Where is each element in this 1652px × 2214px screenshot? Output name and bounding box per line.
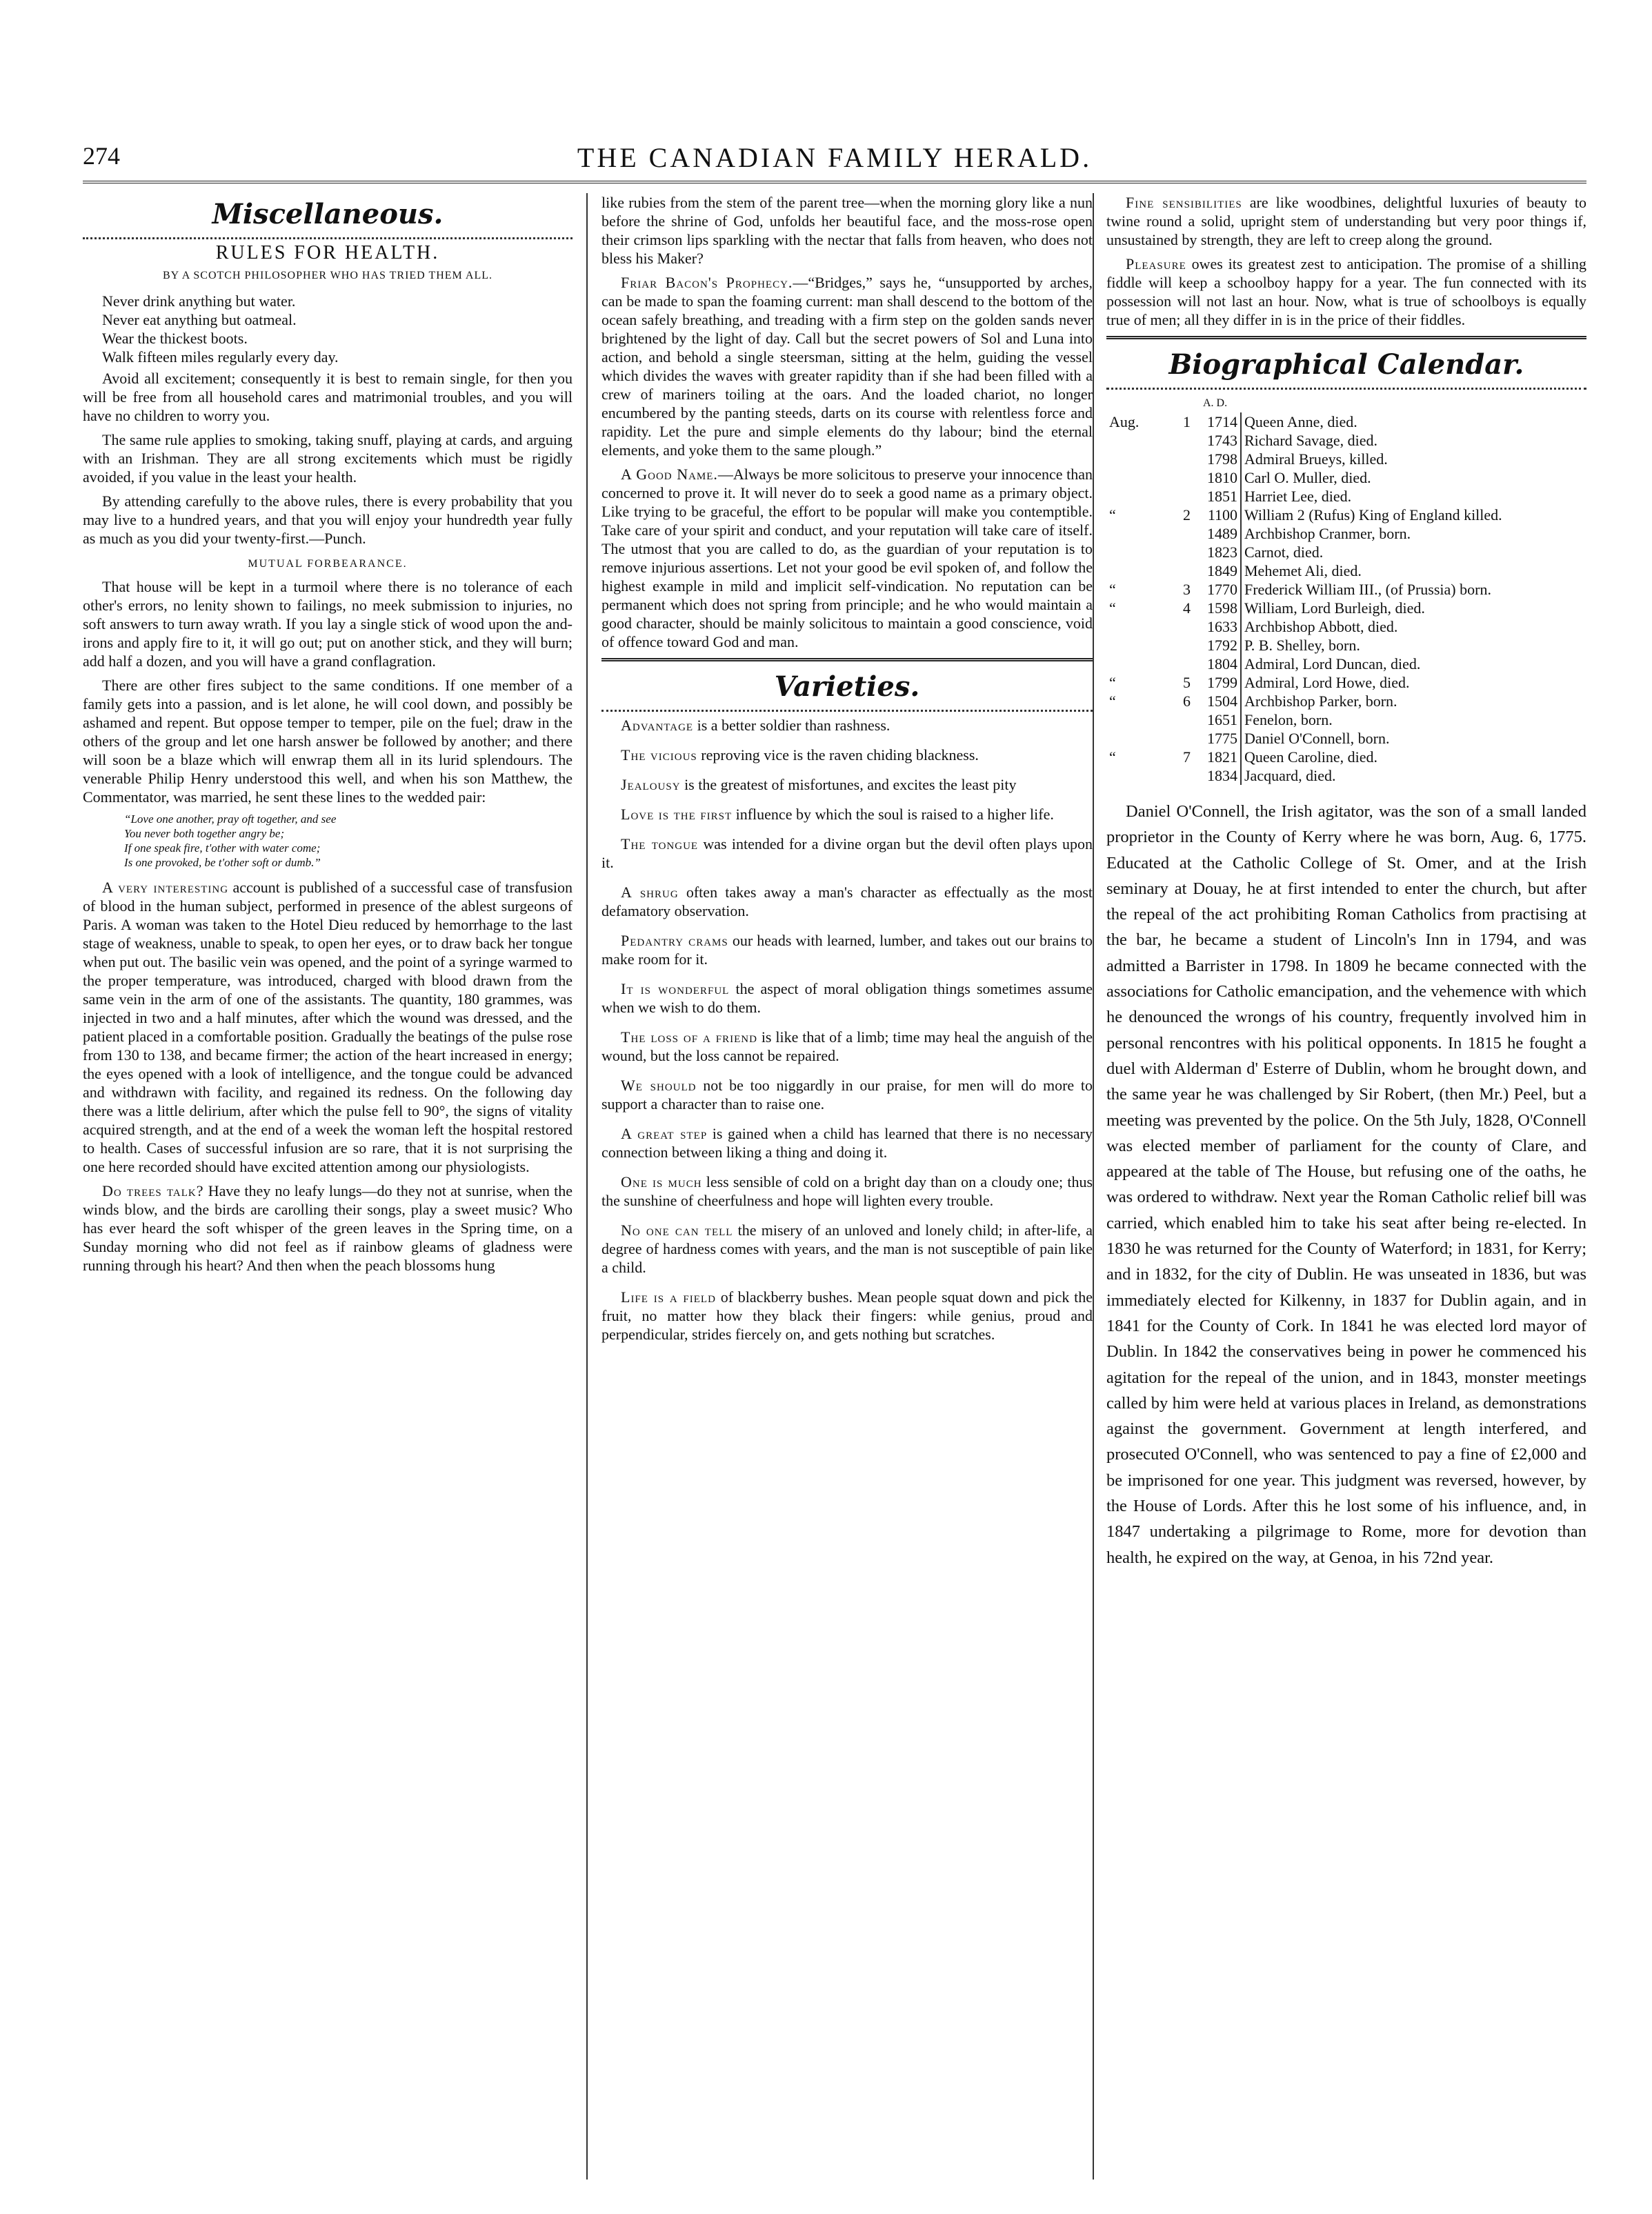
calendar-event: Daniel O'Connell, born. [1244, 730, 1390, 747]
oconnell-paragraph: Daniel O'Connell, the Irish agitator, was the son of a small landed proprietor in the County of Kerry where he was born, Aug. 6, 1775. Educated at the Catholic College of St. Omer, and at the Irish seminary at Douay, he at first intended to enter the church, but after the repeal of the act prohibiting Roman Catholics from practising at the bar, he became a student of Lincoln's Inn in 1794, and was admitted a Barrister in 1798. In 1809 he became connected with the associations for Catholic emancipation, and the vehemence with which he denounced the wrongs of his country, frequently involved him in personal rencontres with his political opponents. In 1815 he fought a duel with Alderman d' Esterre of Dublin, whom he brought down, and the same year he was challenged by Sir Robert, (then Mr.) Peel, but a meeting was prevented by the police. On the 5th July, 1828, O'Connell was elected member of parliament for the county of Clare, and appeared at the table of The House, but refusing one of the oaths, he was ordered to withdraw. Next year the Roman Catholic relief bill was carried, which enabled him to take his seat after being re-elected. In 1830 he was returned for the County of Waterford; in 1831, for Kerry; and in 1832, for the city of Dublin. He was unseated in 1836, but was immediately elected for Kilkenny, in 1837 for Dublin again, and in 1841 for the County of Cork. In 1841 he was elected lord mayor of Dublin. In 1842 the conservatives being in power he commenced his agitation for the repeal of the union, and in 1843, monster meetings called by him were held at various places in Ireland, as demonstrations against the government. Government at length interfered, and prosecuted O'Connell, who was sentenced to pay a fine of £2,000 and be imprisoned for one year. This judgment was reversed, however, by the House of Lords. After this he lost some of his influence, and, in 1847 undertaking a pilgrimage to Rome, more for devotion than health, he expired on the way, at Genoa, in his 72nd year. [1106, 802, 1586, 1567]
variety-item [601, 1124, 1093, 1161]
maxim: Walk fifteen miles regularly every day. [102, 348, 339, 366]
calendar-month: “ [1109, 599, 1116, 617]
calendar-year: 1775 [1193, 729, 1241, 748]
calendar-row [1106, 710, 1586, 729]
calendar-row [1106, 543, 1586, 561]
paragraph-text: was intended for a divine organ but the devil often plays upon it. [601, 835, 1093, 871]
paragraph-lead: No one can tell [621, 1221, 733, 1239]
calendar-event: Mehemet Ali, died. [1244, 562, 1362, 579]
calendar-day [1167, 729, 1193, 748]
verse-line: “Love one another, pray oft together, and see [124, 812, 337, 826]
calendar-month: “ [1109, 692, 1116, 710]
calendar-day: 5 [1183, 674, 1191, 691]
calendar-row [1106, 412, 1586, 431]
calendar-day [1167, 655, 1193, 673]
calendar-year: 1714 [1193, 412, 1241, 431]
calendar-month: “ [1109, 674, 1116, 691]
paragraph-text: our heads with learned, lumber, and takes out our brains to make room for it. [601, 932, 1093, 968]
calendar-row [1106, 599, 1586, 617]
calendar-row [1106, 655, 1586, 673]
calendar-day: 3 [1183, 581, 1191, 598]
section-rule [601, 658, 1093, 661]
calendar-event: P. B. Shelley, born. [1244, 637, 1360, 654]
variety-item [601, 835, 1093, 872]
calendar-month: Aug. [1109, 413, 1140, 430]
calendar-year: 1100 [1193, 506, 1241, 524]
maxim: Wear the thickest boots. [102, 330, 248, 347]
paragraph-lead: Fine sensibilities [1126, 194, 1242, 211]
paragraph-text: —Always be more solicitous to preserve your innocence than concerned to prove it. It will never do to seek a good name as a primary object. Like trying to be graceful, the effort to be popular will make you contemptible. Take care of your spirit and conduct, and your reputation will take care of itself. The utmost that you are called to do, as the guardian of your reputation is to remove injurious assertions. Let not your good be evil spoken of, and follow the highest example in mild and implicit self-vindication. No reputation can be permanent which does not spring from principle; and he who would maintain a good character, should be mainly solicitous to maintain a good conscience, void of offence toward God and man. [601, 466, 1093, 650]
paragraph-lead: Pleasure [1126, 255, 1186, 272]
calendar-ad-label: A. D. [1203, 397, 1228, 409]
paragraph-text: is gained when a child has learned that there is no necessary connection between liking a thing and doing it. [601, 1125, 1093, 1161]
paragraph-text: is a better soldier than rashness. [697, 717, 890, 734]
calendar-month: “ [1109, 748, 1116, 766]
calendar-year: 1834 [1193, 766, 1241, 785]
calendar-row [1106, 468, 1586, 487]
transfusion-paragraph [83, 878, 573, 1176]
paragraph-lead: Friar Bacon's Prophecy. [621, 274, 793, 291]
calendar-year: 1799 [1193, 673, 1241, 692]
column-miscellaneous [83, 193, 573, 2180]
variety-item [601, 1173, 1093, 1210]
article-title-rules-for-health: RULES FOR HEALTH. [215, 242, 440, 263]
calendar-day [1167, 561, 1193, 580]
calendar-month [1106, 766, 1167, 785]
calendar-year: 1804 [1193, 655, 1241, 673]
calendar-year: 1651 [1193, 710, 1241, 729]
variety-item [601, 1288, 1093, 1344]
calendar-month [1106, 636, 1167, 655]
paragraph-text: of blackberry bushes. Mean people squat down and pick the fruit, no matter how they black their fingers: while genius, proud and perpendicular, strides fiercely on, and gets nothing but scratches. [601, 1288, 1093, 1343]
calendar-row [1106, 580, 1586, 599]
calendar-month [1106, 431, 1167, 450]
verse-line: If one speak fire, t'other with water come; [124, 841, 321, 855]
calendar-month [1106, 729, 1167, 748]
paragraph-text: reproving vice is the raven chiding blackness. [701, 746, 979, 764]
calendar-event: William 2 (Rufus) King of England killed. [1244, 506, 1502, 523]
calendar-row [1106, 561, 1586, 580]
good-name-paragraph [601, 465, 1093, 651]
calendar-row [1106, 673, 1586, 692]
calendar-month: “ [1109, 581, 1116, 598]
calendar-day: 2 [1183, 506, 1191, 523]
calendar-year: 1770 [1193, 580, 1241, 599]
verse-line: You never both together angry be; [124, 827, 285, 840]
variety-item [601, 931, 1093, 968]
paragraph-text: owes its greatest zest to anticipation. The promise of a shilling fiddle will keep a schoolboy happy for a year. The fun connected with its possession will not last an hour. Now, what is true of schoolboys is equally true of men; all they differ in is in the price of their fiddles. [1106, 255, 1586, 328]
calendar-row [1106, 450, 1586, 468]
calendar-event: Admiral Brueys, killed. [1244, 450, 1388, 468]
calendar-row [1106, 636, 1586, 655]
calendar-year: 1821 [1193, 748, 1241, 766]
calendar-year: 1810 [1193, 468, 1241, 487]
calendar-event: Harriet Lee, died. [1244, 488, 1352, 505]
section-title-miscellaneous: Miscellaneous. [212, 198, 444, 230]
paragraph-lead: One is much [621, 1173, 702, 1190]
calendar-day [1167, 524, 1193, 543]
calendar-row [1106, 748, 1586, 766]
calendar-row [1106, 617, 1586, 636]
article-paragraph: By attending carefully to the above rules, there is every probability that you may live to a hundred years, and that you will enjoy your hundredth year fully as much as you did your twenty-first.—Punch. [83, 492, 573, 547]
verse-quote [124, 812, 573, 870]
paragraph-lead: We should [621, 1077, 697, 1094]
calendar-day [1167, 636, 1193, 655]
paragraph-text: the aspect of moral obligation things sometimes assume when we wish to do them. [601, 980, 1093, 1016]
paragraph-text: the misery of an unloved and lonely child; in after-life, a degree of hardness comes with years, and the man is not susceptible of pain like a child. [601, 1221, 1093, 1276]
calendar-row [1106, 506, 1586, 524]
calendar-month [1106, 655, 1167, 673]
column-rule-left [586, 193, 588, 2180]
calendar-month [1106, 468, 1167, 487]
calendar-year: 1504 [1193, 692, 1241, 710]
trees-paragraph [83, 1181, 573, 1275]
maxims-list [102, 292, 573, 366]
article-title-mutual-forbearance: MUTUAL FORBEARANCE. [248, 558, 408, 570]
paragraph-lead: Advantage [621, 717, 694, 734]
calendar-year: 1743 [1193, 431, 1241, 450]
maxim: Never eat anything but oatmeal. [102, 311, 297, 328]
paragraph-text: Have they no leafy lungs—do they not at sunrise, when the winds blow, and the birds are carolling their songs, play a sweet music? Who has ever heard the soft whisper of the green leaves in the Spring time, on a Sunday morning who did not feel as if rainbow gleams of gladness were running through his heart? And then when the peach blossoms hung [83, 1182, 573, 1274]
calendar-event: Jacquard, died. [1244, 767, 1336, 784]
paragraph-lead: Love is the first [621, 806, 733, 823]
calendar-month [1106, 561, 1167, 580]
article-paragraph: Avoid all excitement; consequently it is best to remain single, for then you will be free from all household cares and matrimonial troubles, and you will have no children to worry you. [83, 370, 573, 424]
article-paragraph: There are other fires subject to the same conditions. If one member of a family gets into a passion, and is let alone, he will cool down, and possibly be ashamed and repent. But oppose temper to temper, pile on the fuel; draw in the others of the group and let one harsh answer be followed by another; and there will soon be a blaze which will enwrap them all in its lurid splendours. The venerable Philip Henry understood this well, and when his son Matthew, the Commentator, was married, he sent these lines to the wedded pair: [83, 677, 573, 806]
paragraph-lead: A Good Name. [621, 466, 718, 483]
paragraph-text: often takes away a man's character as effectually as the most defamatory observation. [601, 884, 1093, 919]
calendar-event: Archbishop Parker, born. [1244, 692, 1397, 710]
calendar-day [1167, 431, 1193, 450]
calendar-row [1106, 487, 1586, 506]
article-byline: BY A SCOTCH PHILOSOPHER WHO HAS TRIED THEM ALL. [162, 270, 492, 281]
page-number: 274 [83, 142, 120, 170]
paragraph-lead: The tongue [621, 835, 699, 852]
paper-title: THE CANADIAN FAMILY HERALD. [577, 142, 1093, 173]
article-paragraph: That house will be kept in a turmoil where there is no tolerance of each other's errors, no lenity shown to failings, no meek submission to injuries, no soft answers to turn away wrath. If you lay a single stick of wood upon the and-irons and apply fire to it, it will go out; put on another stick, and they will burn; add half a dozen, and you will have a grand conflagration. [83, 578, 573, 670]
calendar-event: Frederick William III., (of Prussia) born. [1244, 581, 1491, 598]
calendar-month [1106, 617, 1167, 636]
calendar-day: 6 [1183, 692, 1191, 710]
pleasure-paragraph [1106, 255, 1586, 329]
bacon-paragraph [601, 273, 1093, 459]
calendar-day [1167, 617, 1193, 636]
calendar-row [1106, 692, 1586, 710]
calendar-event: Archbishop Abbott, died. [1244, 618, 1398, 635]
paragraph-text: account is published of a successful case of transfusion of blood in the human subject, performed in presence of the ablest surgeons of Paris. A woman was taken to the Hotel Dieu reduced by hemorrhage to the last stage of weakness, unable to speak, to open her eyes, or to draw back her tongue when put out. The basilic vein was opened, and the point of a syringe warmed to the proper temperature, was introduced, charged with blood drawn from the same vein in the arm of one of the assistants. The quantity, 180 grammes, was injected in two and a half minutes, after which the wound was dressed, and the patient placed in a comfortable position. Gradually the beatings of the pulse rose from 130 to 138, and became firmer; the action of the heart increased in energy; the eyes opened with a look of intelligence, and the tongue could be advanced and withdrawn with facility, and regained its redness. On the following day there was a little delirium, after which the pulse fell to 90°, the signs of vitality acquired strength, and at the end of a week the woman left the hospital restored to health. Cases of successful infusion are so rare, that it is not surprising the one here recorded should have excited attention among our physiologists. [83, 879, 573, 1175]
fine-sensibilities-paragraph [1106, 193, 1586, 249]
calendar-year: 1798 [1193, 450, 1241, 468]
section-title-varieties: Varieties. [774, 670, 920, 703]
calendar-event: William, Lord Burleigh, died. [1244, 599, 1425, 617]
calendar-event: Admiral, Lord Duncan, died. [1244, 655, 1421, 672]
variety-item [601, 1221, 1093, 1277]
calendar-year: 1823 [1193, 543, 1241, 561]
calendar-year: 1849 [1193, 561, 1241, 580]
calendar-year: 1633 [1193, 617, 1241, 636]
paragraph-text: is like that of a limb; time may heal the anguish of the wound, but the loss cannot be repaired. [601, 1028, 1093, 1064]
calendar-row [1106, 431, 1586, 450]
variety-item [601, 746, 1093, 764]
calendar-event: Admiral, Lord Howe, died. [1244, 674, 1410, 691]
continued-paragraph: like rubies from the stem of the parent tree—when the morning glory like a nun before the shrine of God, unfolds her beautiful face, and the moss-rose open their crimson lips sparkling with the nectar that falls from heaven, who does not bless his Maker? [601, 194, 1093, 267]
column-right [1106, 193, 1586, 2180]
article-paragraph: The same rule applies to smoking, taking snuff, playing at cards, and arguing with an Irishman. They are all strong excitements which must be rigidly avoided, if you value in the least your health. [83, 431, 573, 486]
calendar-month: “ [1109, 506, 1116, 523]
section-rule [1106, 336, 1586, 339]
calendar-day [1167, 468, 1193, 487]
varieties-list [601, 716, 1093, 1344]
dotted-rule [601, 710, 1093, 712]
calendar-day [1167, 543, 1193, 561]
calendar-event: Carnot, died. [1244, 543, 1324, 561]
calendar-event: Fenelon, born. [1244, 711, 1333, 728]
paragraph-lead: It is wonderful [621, 980, 730, 997]
calendar-day: 1 [1183, 413, 1191, 430]
calendar-event: Queen Anne, died. [1244, 413, 1357, 430]
paragraph-text: is the greatest of misfortunes, and excites the least pity [684, 776, 1017, 793]
variety-item [601, 979, 1093, 1017]
dotted-rule [83, 237, 573, 239]
calendar-month [1106, 487, 1167, 506]
calendar-event: Queen Caroline, died. [1244, 748, 1378, 766]
calendar-day [1167, 450, 1193, 468]
variety-item [601, 1028, 1093, 1065]
paragraph-text: not be too niggardly in our praise, for men will do more to support a character than to raise one. [601, 1077, 1093, 1113]
calendar-year: 1792 [1193, 636, 1241, 655]
paragraph-lead: The loss of a friend [621, 1028, 757, 1046]
calendar-row [1106, 524, 1586, 543]
paragraph-lead: Jealousy [621, 776, 681, 793]
variety-item [601, 883, 1093, 920]
calendar-table [1106, 412, 1586, 785]
section-title-biographical-calendar: Biographical Calendar. [1168, 348, 1524, 381]
calendar-event: Richard Savage, died. [1244, 432, 1378, 449]
paragraph-lead: A great step [621, 1125, 708, 1142]
calendar-day: 4 [1183, 599, 1191, 617]
calendar-event: Carl O. Muller, died. [1244, 469, 1371, 486]
calendar-month [1106, 450, 1167, 468]
variety-item [601, 1076, 1093, 1113]
calendar-month [1106, 710, 1167, 729]
running-head [83, 141, 1586, 183]
variety-item [601, 716, 1093, 735]
paragraph-lead: Life is a field [621, 1288, 716, 1306]
paragraph-text: influence by which the soul is raised to a higher life. [735, 806, 1054, 823]
calendar-year: 1598 [1193, 599, 1241, 617]
paragraph-lead: Pedantry crams [621, 932, 728, 949]
calendar-month [1106, 524, 1167, 543]
maxim: Never drink anything but water. [102, 292, 296, 310]
calendar-day: 7 [1183, 748, 1191, 766]
variety-item [601, 805, 1093, 824]
dotted-rule [1106, 388, 1586, 390]
paragraph-lead: A shrug [621, 884, 679, 901]
calendar-day [1167, 766, 1193, 785]
paragraph-text: less sensible of cold on a bright day than on a cloudy one; thus the sunshine of cheerfulness and hope will lighten every trouble. [601, 1173, 1093, 1209]
calendar-day [1167, 710, 1193, 729]
verse-line: Is one provoked, be t'other soft or dumb.” [124, 856, 321, 869]
paragraph-text: —“Bridges,” says he, “unsupported by arches, can be made to span the foaming current: man shall descend to the bottom of the ocean safely breathing, and treading with a firm step on the golden sands never brightened by the light of day. Call but the secret powers of Sol and Luna into action, and behold a single steersman, sitting at the helm, guiding the vessel which divides the waves with greater rapidity than if she had been filled with a crew of mariners toiling at the oars. And the loaded chariot, no longer encumbered by the panting steeds, darts on its course with relentless force and rapidity. Let the pure and simple elements do thy labour; bind the eternal elements, and yoke them to the same plough.” [601, 274, 1093, 459]
paragraph-text: are like woodbines, delightful luxuries of beauty to twine round a solid, upright stem of understanding but very poor things if, unsustained by strength, they are left to creep along the ground. [1106, 194, 1586, 248]
header-rule [83, 181, 1586, 183]
calendar-event: Archbishop Cranmer, born. [1244, 525, 1411, 542]
variety-item [601, 775, 1093, 794]
calendar-row [1106, 766, 1586, 785]
calendar-month [1106, 543, 1167, 561]
paragraph-lead: Do trees talk? [102, 1182, 204, 1199]
calendar-year: 1851 [1193, 487, 1241, 506]
calendar-row [1106, 729, 1586, 748]
calendar-day [1167, 487, 1193, 506]
column-middle [601, 193, 1093, 2180]
paragraph-lead: The vicious [621, 746, 697, 764]
column-rule-right [1093, 193, 1094, 2180]
paragraph-lead: A very interesting [102, 879, 229, 896]
calendar-year: 1489 [1193, 524, 1241, 543]
